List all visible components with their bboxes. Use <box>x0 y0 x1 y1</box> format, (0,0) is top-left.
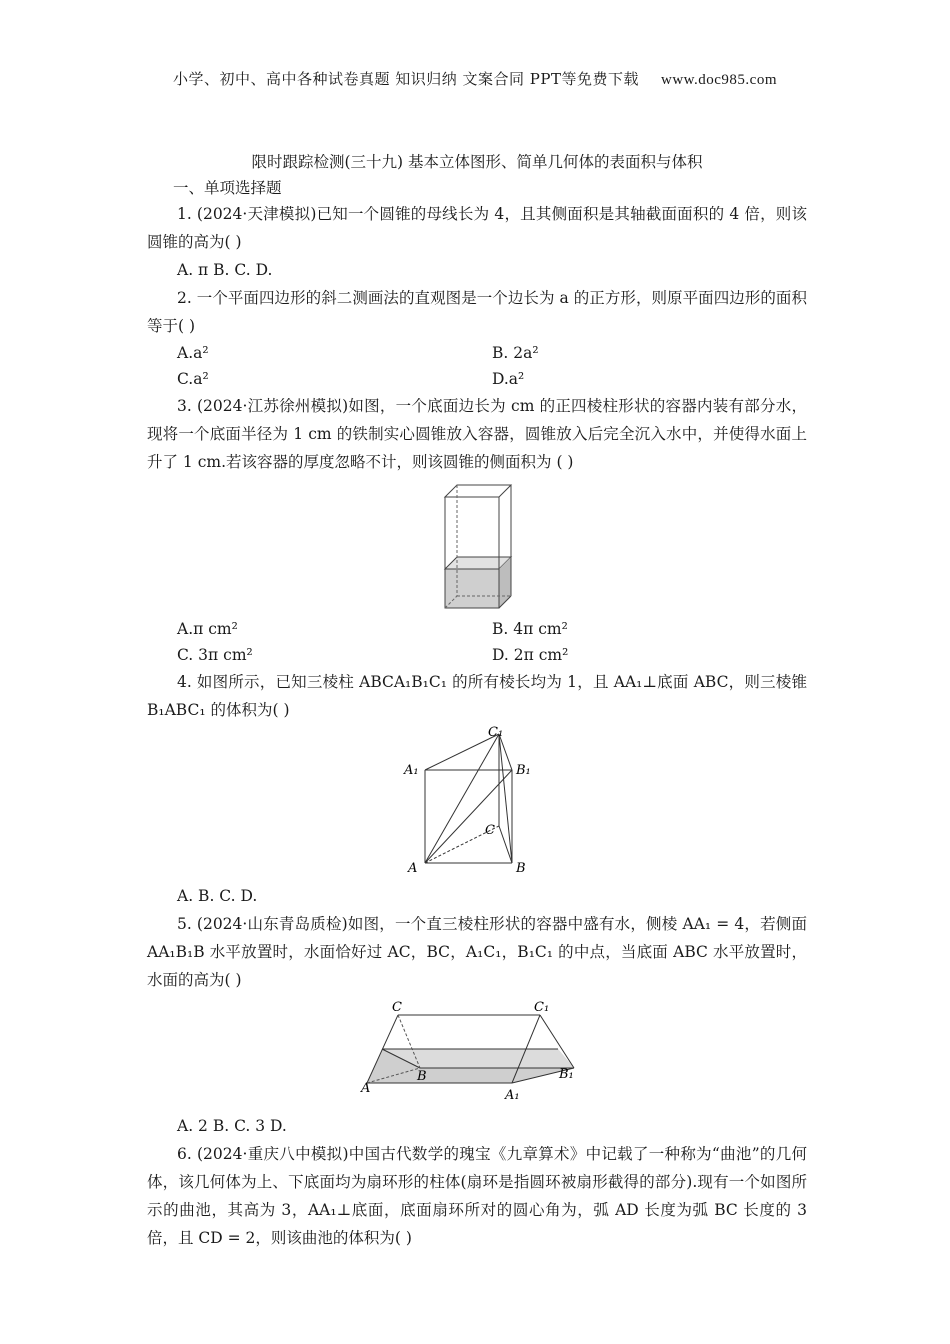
question-3: 3. (2024·江苏徐州模拟)如图，一个底面边长为 cm 的正四棱柱形状的容器内装有部分水，现将一个底面半径为 1 cm 的铁制实心圆锥放入容器，圆锥放入后完全沉入水中，并使得水面上升了 1 cm.若该容器的厚度忽略不计，则该圆锥的侧面积为 ( ) <box>147 397 807 471</box>
prism-container-figure <box>147 480 807 612</box>
label-a1: A₁ <box>505 1088 520 1103</box>
question-5: 5. (2024·山东青岛质检)如图，一个直三棱柱形状的容器中盛有水，侧棱 AA₁ = 4，若侧面 AA₁B₁B 水平放置时，水面恰好过 AC，BC，A₁C₁，B₁C₁ 的中点，当底面 ABC 水平放置时，水面的高为( ) <box>147 915 807 989</box>
question-5-options: A. 2 B. C. 3 D. <box>177 1117 287 1135</box>
option-c: C. 3π cm² <box>177 646 253 664</box>
triangular-prism-figure <box>147 725 807 878</box>
label-b1: B₁ <box>559 1067 574 1082</box>
label-c1: C₁ <box>534 1000 550 1015</box>
option-b: B. 4π cm² <box>492 620 568 638</box>
prism-container-diagram <box>442 480 512 612</box>
page-header <box>0 68 950 89</box>
option-d: D. 2π cm² <box>492 646 569 664</box>
question-4: 4. 如图所示，已知三棱柱 ABCA₁B₁C₁ 的所有棱长均为 1，且 AA₁⊥底面 ABC，则三棱锥 B₁ABC₁ 的体积为( ) <box>147 673 807 719</box>
question-6: 6. (2024·重庆八中模拟)中国古代数学的瑰宝《九章算术》中记载了一种称为“曲池”的几何体，该几何体为上、下底面均为扇环形的柱体(扇环是指圆环被扇形截得的部分).现有一个如图所示的曲池，其高为 3，AA₁⊥底面，底面扇环所对的圆心角为，弧 AD 长度为弧 BC 长度的 3 倍，且 CD = 2，则该曲池的体积为( ) <box>147 1145 807 1247</box>
triangular-prism-diagram <box>402 725 552 878</box>
question-2: 2. 一个平面四边形的斜二测画法的直观图是一个边长为 a 的正方形，则原平面四边形的面积等于( ) <box>147 289 807 335</box>
label-c: C <box>485 823 495 838</box>
option-a: A.a² <box>177 344 209 362</box>
section-heading: 一、单项选择题 <box>173 179 282 197</box>
question-3-options-row-2 <box>177 642 807 668</box>
label-c1: C₁ <box>488 725 504 740</box>
header-text: 小学、初中、高中各种试卷真题 知识归纳 文案合同 PPT等免费下载 <box>172 70 639 88</box>
option-b: B. 2a² <box>492 344 539 362</box>
label-b1: B₁ <box>516 763 531 778</box>
label-a1: A₁ <box>404 763 419 778</box>
water-prism-figure <box>147 998 807 1108</box>
label-b: B <box>516 861 526 876</box>
label-a: A <box>408 861 418 876</box>
option-c: C.a² <box>177 370 209 388</box>
question-1: 1. (2024·天津模拟)已知一个圆锥的母线长为 4，且其侧面积是其轴截面面积的 4 倍，则该圆锥的高为( ) <box>147 205 807 251</box>
water-prism-diagram <box>362 998 592 1108</box>
label-a: A <box>361 1081 371 1096</box>
label-c: C <box>392 1000 402 1015</box>
question-3-options-row-1 <box>177 616 807 642</box>
question-2-options-row-1 <box>177 340 807 366</box>
header-url[interactable]: www.doc985.com <box>660 72 777 88</box>
question-1-options: A. π B. C. D. <box>177 261 273 279</box>
option-d: D.a² <box>492 370 525 388</box>
page-title: 限时跟踪检测(三十九) 基本立体图形、简单几何体的表面积与体积 <box>251 153 703 171</box>
option-a: A.π cm² <box>177 620 238 638</box>
question-2-options-row-2 <box>177 366 807 392</box>
label-b: B <box>417 1069 427 1084</box>
question-4-options: A. B. C. D. <box>177 887 258 905</box>
document-body <box>147 150 807 1252</box>
